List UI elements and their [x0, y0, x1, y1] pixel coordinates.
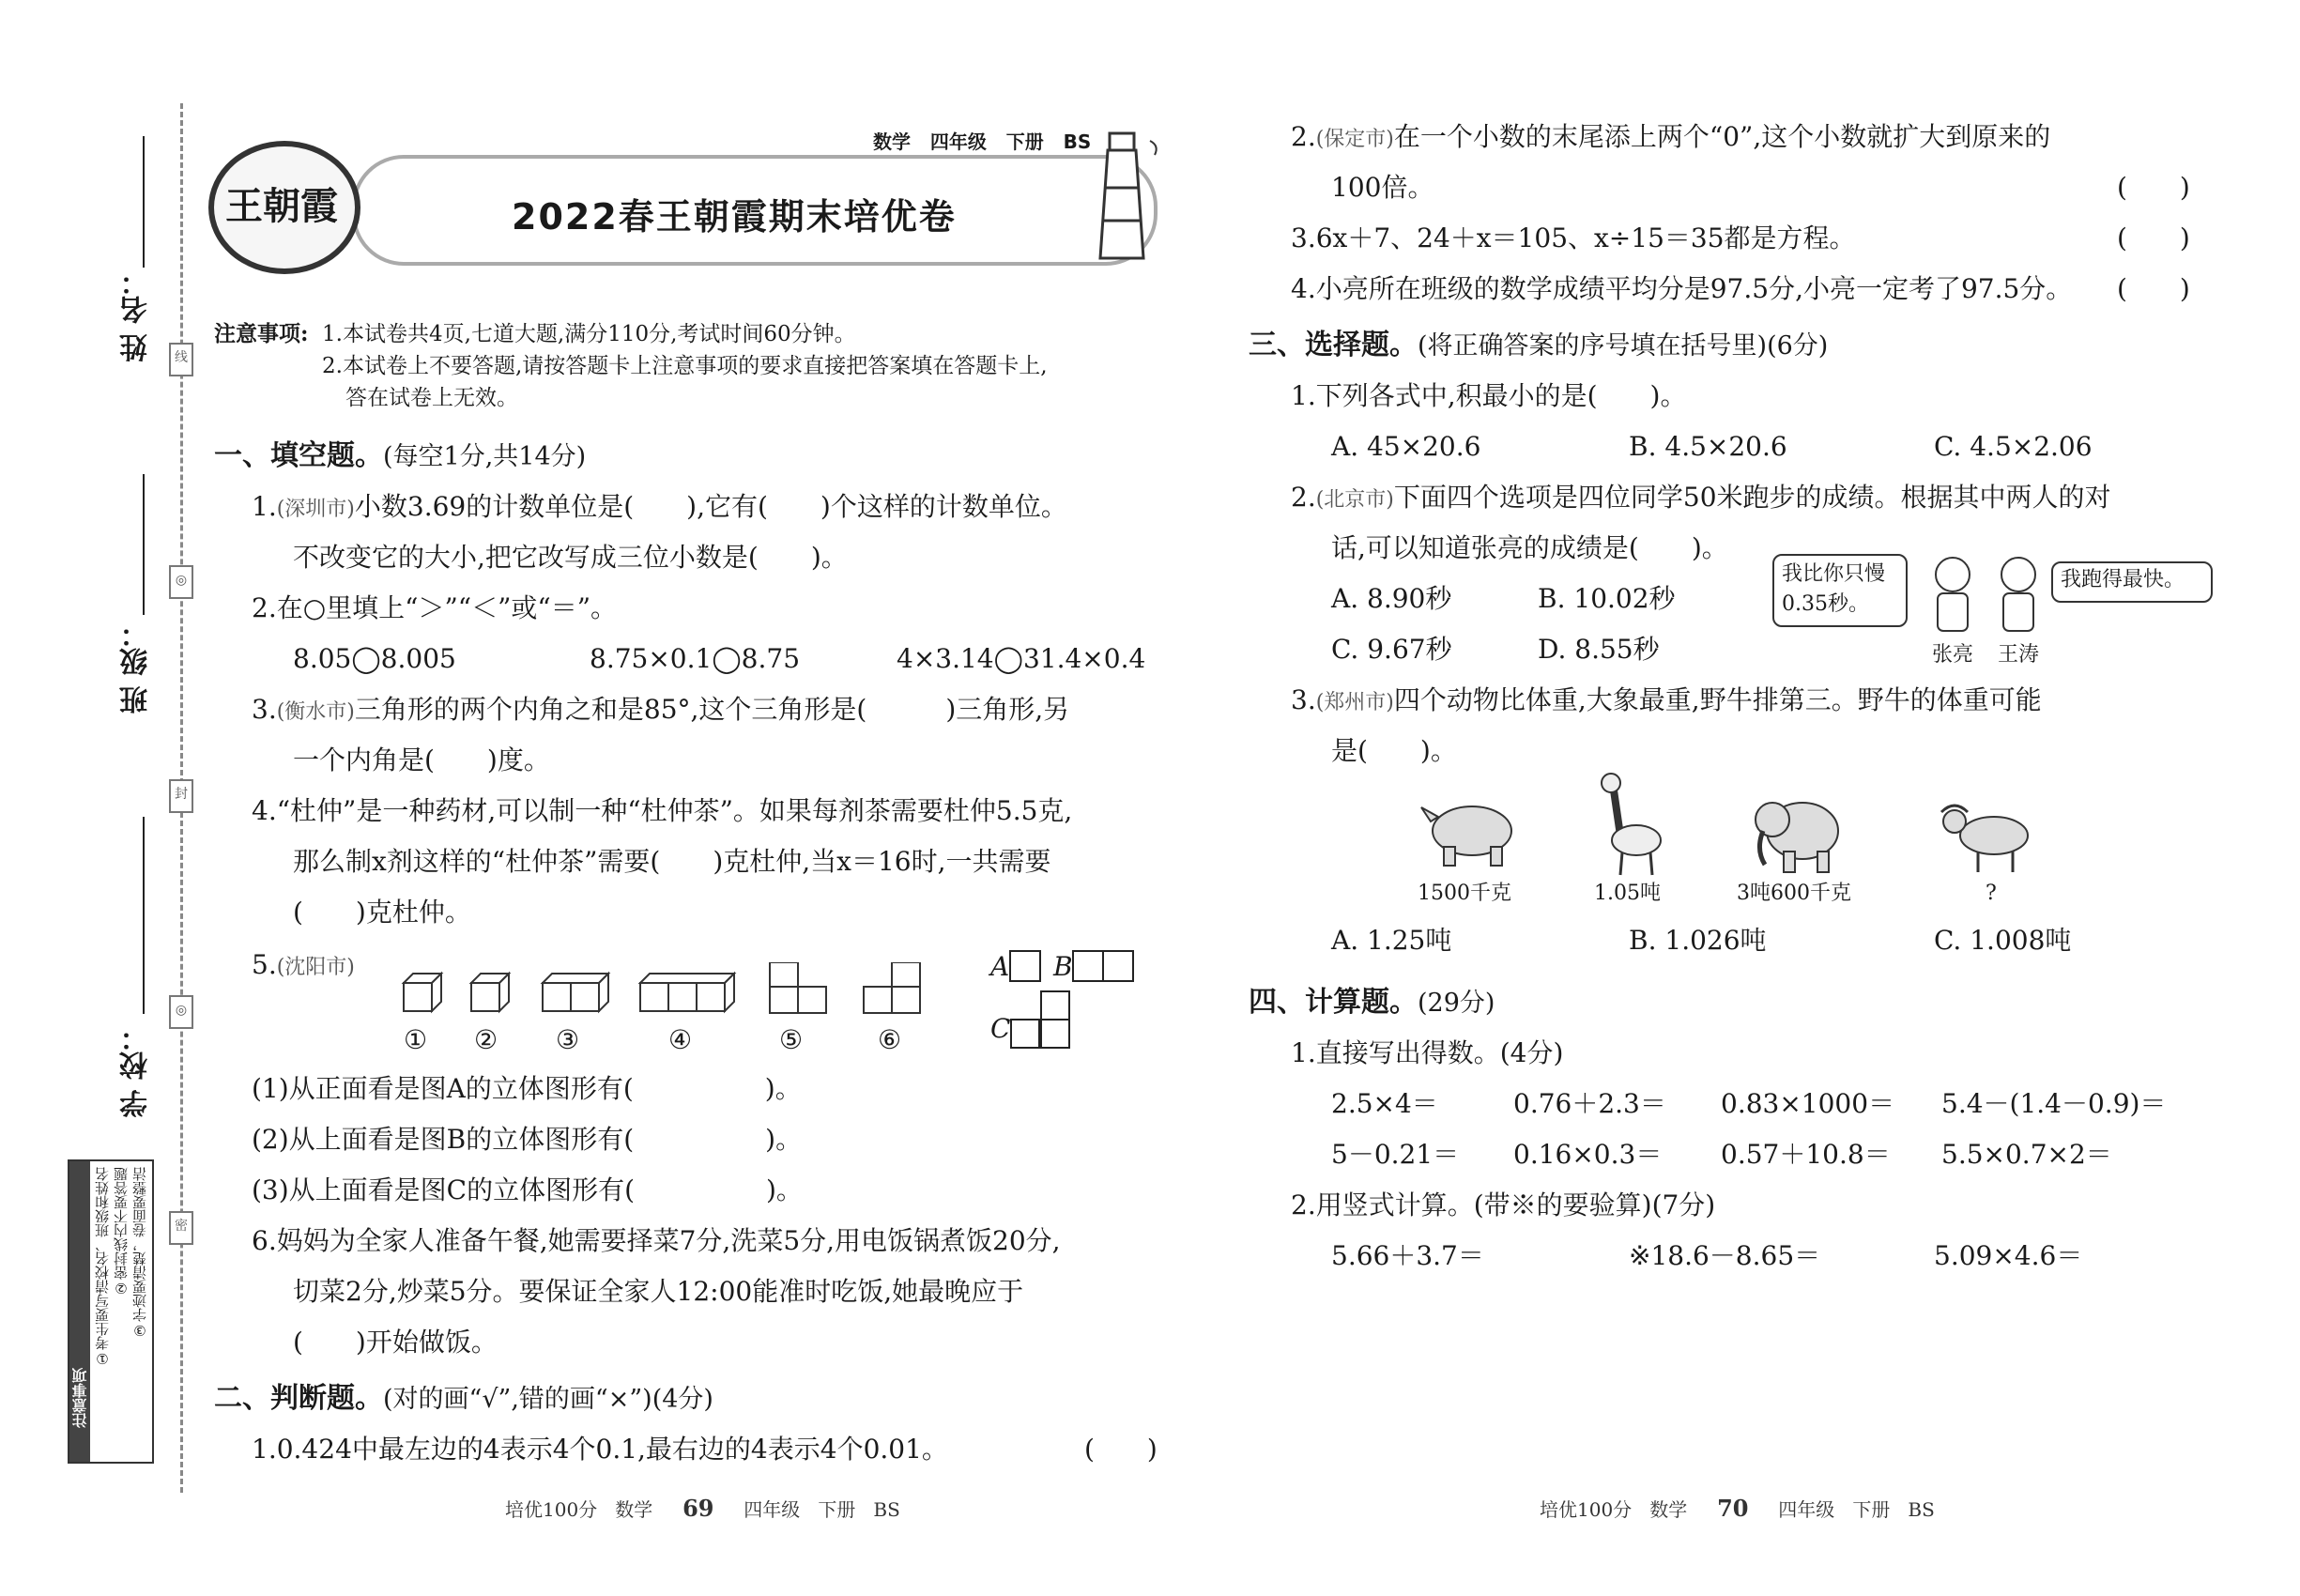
- s2-q1: 1.0.424中最左边的4表示4个0.1,最右边的4表示4个0.01。: [252, 1434, 948, 1465]
- s3-q2-option-c: C. 9.67秒: [1331, 634, 1452, 665]
- name-line: [143, 136, 145, 268]
- s2-q1-blank: ( ): [1084, 1434, 1158, 1465]
- s3-q1: 1.下列各式中,积最小的是( )。: [1291, 380, 1687, 411]
- tag-term: 下册: [1005, 130, 1044, 153]
- s3-q3-option-b: B. 1.026吨: [1629, 925, 1767, 956]
- s1-q3-line1: 3.(衡水市)三角形的两个内角之和是85°,这个三角形是( )三角形,另: [252, 694, 1070, 725]
- animal-weight-1: 1500千克: [1418, 882, 1511, 905]
- animal-weight-2: 1.05吨: [1594, 882, 1661, 905]
- class-label: 班 级：: [120, 620, 153, 714]
- giraffe-icon: [1585, 770, 1669, 878]
- calc-r1-4: 5.4－(1.4－0.9)＝: [1941, 1088, 2167, 1119]
- paper-title: 2022春王朝霞期末培优卷: [512, 196, 957, 238]
- fig-label-1: ①: [404, 1024, 428, 1055]
- lighthouse-icon: [1070, 122, 1173, 263]
- elephant-icon: [1746, 784, 1849, 878]
- s3-q2-option-d: D. 8.55秒: [1538, 634, 1660, 665]
- view-a-shape: [1009, 950, 1041, 982]
- animal-weight-4: ?: [1986, 882, 1997, 905]
- notes-line-2: 2.本试卷上不要答题,请按答题卡上注意事项的要求直接把答案填在答题卡上,: [322, 354, 1048, 378]
- s1-q2-expr-1: 8.05◯8.005: [293, 643, 456, 674]
- s3-q3-line1: 3.(郑州市)四个动物比体重,大象最重,野牛排第三。野牛的体重可能: [1291, 684, 2042, 715]
- s3-q2-line1: 2.(北京市)下面四个选项是四位同学50米跑步的成绩。根据其中两人的对: [1291, 482, 2111, 513]
- s3-q3-option-c: C. 1.008吨: [1934, 925, 2072, 956]
- calc-r2-3: 0.57＋10.8＝: [1721, 1139, 1891, 1170]
- s2-q3: 3.6x＋7、24＋x＝105、x÷15＝35都是方程。: [1291, 223, 1856, 253]
- fig-label-2: ②: [474, 1024, 498, 1055]
- notice-line-1: ①考生要写清校名、班级和姓名: [94, 1167, 111, 1367]
- calc-r2-2: 0.16×0.3＝: [1513, 1139, 1663, 1170]
- notice-box: [68, 1159, 154, 1464]
- s3-q3-line2: 是( )。: [1331, 735, 1457, 766]
- page-number-left: 69: [682, 1495, 714, 1522]
- name-label: 姓 名：: [120, 268, 153, 362]
- s1-q6-line1: 6.妈妈为全家人准备午餐,她需要择菜7分,洗菜5分,用电饭锅煮饭20分,: [252, 1225, 1061, 1256]
- s1-q3-line2: 一个内角是( )度。: [293, 744, 550, 775]
- binding-hole-1: ◎: [169, 565, 193, 599]
- calc-r1-2: 0.76＋2.3＝: [1513, 1088, 1666, 1119]
- fig-label-6: ⑥: [878, 1024, 902, 1055]
- section3-heading: 三、选择题。(将正确答案的序号填在括号里)(6分): [1249, 329, 1829, 361]
- fig-label-3: ③: [556, 1024, 580, 1055]
- view-b-shape-1: [1072, 950, 1104, 982]
- s1-q5-sub1: (1)从正面看是图A的立体图形有( )。: [252, 1073, 802, 1104]
- notes-line-1: 1.本试卷共4页,七道大题,满分110分,考试时间60分钟。: [322, 322, 856, 346]
- s1-q1-line1: 1.(深圳市)小数3.69的计数单位是( ),它有( )个这样的计数单位。: [252, 491, 1067, 522]
- footer-right: 培优100分 数学 70 四年级 下册 BS: [1540, 1495, 1935, 1522]
- s2-q3-blank: ( ): [2117, 223, 2190, 253]
- class-line: [143, 474, 145, 615]
- notice-line-2: ②密封线内不要答题: [113, 1167, 130, 1297]
- logo-text: 王朝霞: [225, 184, 338, 228]
- s3-q2-line2: 话,可以知道张亮的成绩是( )。: [1331, 532, 1728, 563]
- s1-q2-expr-3: 4×3.14◯31.4×0.4: [897, 643, 1146, 674]
- vertical-calc-3: 5.09×4.6＝: [1934, 1240, 2083, 1271]
- vertical-calc-1: 5.66＋3.7＝: [1331, 1240, 1484, 1271]
- view-b-shape-2: [1102, 950, 1134, 982]
- s1-q6-line2: 切菜2分,炒菜5分。要保证全家人12:00能准时吃饭,她最晚应于: [293, 1276, 1024, 1307]
- s3-q3-option-a: A. 1.25吨: [1331, 925, 1452, 956]
- school-line: [143, 817, 145, 1014]
- section4-heading: 四、计算题。(29分): [1249, 986, 1495, 1019]
- bubble-left-line1: 我比你只慢: [1782, 562, 1886, 586]
- notes-label: 注意事项:: [214, 321, 309, 346]
- rhino-icon: [1418, 779, 1521, 873]
- s2-q4-blank: ( ): [2117, 273, 2190, 304]
- s1-q5-number: 5.(沈阳市): [252, 949, 355, 980]
- tag-subject: 数学: [873, 130, 911, 153]
- binding-mark-mid: 封: [169, 779, 193, 813]
- children-icon: [1915, 554, 2056, 638]
- s4-q2: 2.用竖式计算。(带※的要验算)(7分): [1291, 1189, 1716, 1220]
- footer-left: 培优100分 数学 69 四年级 下册 BS: [505, 1495, 900, 1522]
- s3-q2-option-a: A. 8.90秒: [1331, 583, 1452, 614]
- bubble-right-text: 我跑得最快。: [2061, 568, 2185, 591]
- school-label: 学 校：: [120, 1023, 153, 1118]
- buffalo-icon: [1936, 793, 2039, 878]
- s1-q4-line3: ( )克杜仲。: [293, 897, 471, 928]
- view-c-label: C: [990, 1013, 1011, 1044]
- s1-q1-line2: 不改变它的大小,把它改写成三位小数是( )。: [293, 542, 848, 573]
- s1-q4-line1: 4.“杜仲”是一种药材,可以制一种“杜仲茶”。如果每剂茶需要杜仲5.5克,: [252, 795, 1073, 826]
- tag-edition: BS: [1063, 130, 1092, 153]
- vertical-calc-2: ※18.6－8.65＝: [1629, 1240, 1821, 1271]
- calc-r1-1: 2.5×4＝: [1331, 1088, 1438, 1119]
- view-c-shape-3: [1040, 1019, 1070, 1049]
- binding-hole-2: ◎: [169, 995, 193, 1029]
- fig-label-4: ④: [668, 1024, 693, 1055]
- s3-q1-option-b: B. 4.5×20.6: [1629, 431, 1787, 462]
- s4-q1: 1.直接写出得数。(4分): [1291, 1037, 1564, 1068]
- calc-r2-4: 5.5×0.7×2＝: [1941, 1139, 2112, 1170]
- s1-q4-line2: 那么制x剂这样的“杜仲茶”需要( )克杜仲,当x＝16时,一共需要: [293, 846, 1051, 877]
- calc-r1-3: 0.83×1000＝: [1721, 1088, 1895, 1119]
- child-name-1: 张亮: [1932, 643, 1974, 667]
- calc-r2-1: 5－0.21＝: [1331, 1139, 1460, 1170]
- s1-q5-sub3: (3)从上面看是图C的立体图形有( )。: [252, 1174, 803, 1205]
- animal-weight-3: 3吨600千克: [1737, 882, 1851, 905]
- s2-q4: 4.小亮所在班级的数学成绩平均分是97.5分,小亮一定考了97.5分。: [1291, 273, 2073, 304]
- header-tags: [873, 127, 1091, 154]
- s3-q2-option-b: B. 10.02秒: [1538, 583, 1676, 614]
- binding-mark-bottom: 密: [169, 1211, 193, 1245]
- s3-q1-option-c: C. 4.5×2.06: [1934, 431, 2093, 462]
- bubble-left-line2: 0.35秒。: [1782, 592, 1869, 616]
- s3-q1-option-a: A. 45×20.6: [1331, 431, 1481, 462]
- s1-q2-expr-2: 8.75×0.1◯8.75: [590, 643, 801, 674]
- section2-heading: 二、判断题。(对的画“√”,错的画“×”)(4分): [214, 1382, 713, 1415]
- s2-q2-blank: ( ): [2117, 172, 2190, 203]
- child-name-2: 王涛: [1998, 643, 2040, 667]
- page-number-right: 70: [1717, 1495, 1749, 1522]
- s2-q2-line2: 100倍。: [1331, 172, 1434, 203]
- s1-q5-sub2: (2)从上面看是图B的立体图形有( )。: [252, 1124, 803, 1155]
- s2-q2-line1: 2.(保定市)在一个小数的末尾添上两个“0”,这个小数就扩大到原来的: [1291, 121, 2051, 152]
- fig-label-5: ⑤: [779, 1024, 804, 1055]
- view-c-shape-2: [1010, 1019, 1040, 1049]
- tag-grade: 四年级: [929, 130, 987, 153]
- section1-heading: 一、填空题。(每空1分,共14分): [214, 439, 587, 472]
- s1-q6-line3: ( )开始做饭。: [293, 1327, 498, 1358]
- view-a-label: A: [990, 951, 1010, 982]
- notice-line-3: ③字迹要清楚，卷面要整洁: [131, 1167, 148, 1339]
- view-c-shape-1: [1040, 990, 1070, 1021]
- view-b-label: B: [1053, 951, 1073, 982]
- binding-mark-top: 线: [169, 343, 193, 376]
- notice-title: 注意事项: [71, 1368, 89, 1428]
- notes-line-3: 答在试卷上无效。: [345, 386, 518, 410]
- s1-q2-line1: 2.在○里填上“＞”“＜”或“＝”。: [252, 592, 618, 623]
